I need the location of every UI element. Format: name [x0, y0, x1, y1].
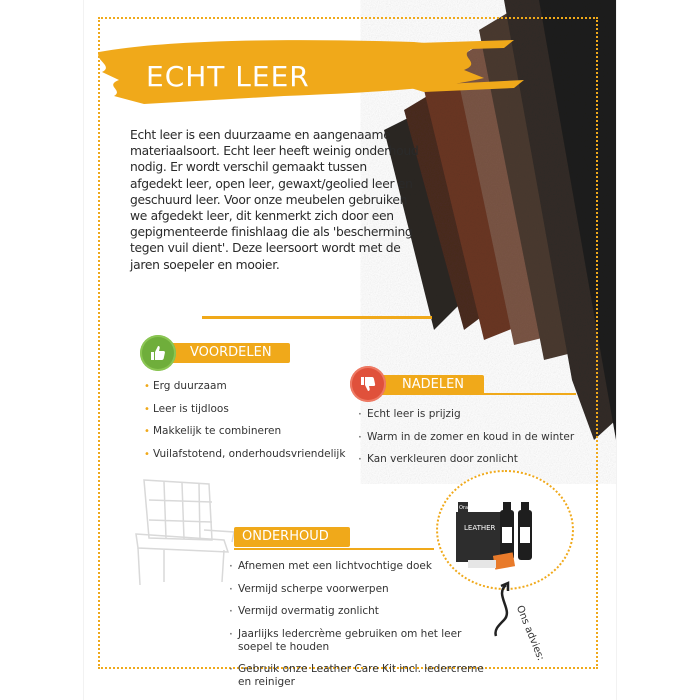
list-item: · Vermijd overmatig zonlicht: [229, 605, 499, 618]
thumbs-down-icon: [350, 366, 386, 402]
disadvantages-heading: NADELEN: [376, 375, 484, 395]
list-item: • Erg duurzaam: [144, 380, 414, 393]
list-item: • Vuilafstotend, onderhoudsvriendelijk: [144, 448, 414, 461]
care-kit-image: [438, 472, 572, 588]
list-item: · Jaarlijks ledercrème gebruiken om het leer soepel te houden: [229, 628, 499, 654]
list-item: · Kan verkleuren door zonlicht: [358, 453, 598, 466]
disadvantages-list: [358, 408, 598, 476]
maintenance-line: [234, 548, 434, 550]
list-item: · Vermijd scherpe voorwerpen: [229, 583, 499, 596]
advantages-heading: VOORDELEN: [164, 343, 290, 363]
intro-text: [130, 127, 420, 273]
section-divider: [202, 316, 432, 319]
armchair-illustration: [124, 470, 244, 590]
list-item: • Leer is tijdloos: [144, 403, 414, 416]
product-label: LEATHER: [464, 524, 496, 532]
product-brand: Oranje: [459, 505, 476, 511]
page-title: ECHT LEER: [146, 60, 310, 93]
list-item: · Afnemen met een lichtvochtige doek: [229, 560, 499, 573]
advice-label: Ons advies:: [513, 604, 546, 663]
list-item: · Gebruik onze Leather Care Kit incl. ledercreme en reiniger: [229, 663, 499, 689]
leather-care-kit: [436, 470, 574, 590]
maintenance-heading: ONDERHOUD: [234, 527, 350, 547]
list-item: · Echt leer is prijzig: [358, 408, 598, 421]
list-item: • Makkelijk te combineren: [144, 425, 414, 438]
maintenance-list: [229, 560, 499, 699]
intro-paragraph: Echt leer is een duurzaame en aangenaame materiaalsoort. Echt leer heeft weinig onderhoud nodig. Er wordt verschil gemaakt tussen afgedekt leer, open leer, gewaxt/geolied leer en geschuurd leer. Voor onze meubelen gebruiken we afgedekt leer, dit kenmerkt zich door een gepigmenteerde finishlaag die als 'bescherming tegen vuil dient'. Deze leersoort wordt met de jaren soepeler en mooier.: [130, 128, 419, 272]
leather-info-sheet: [84, 0, 616, 700]
list-item: · Warm in de zomer en koud in de winter: [358, 431, 598, 444]
thumbs-up-icon: [140, 335, 176, 371]
